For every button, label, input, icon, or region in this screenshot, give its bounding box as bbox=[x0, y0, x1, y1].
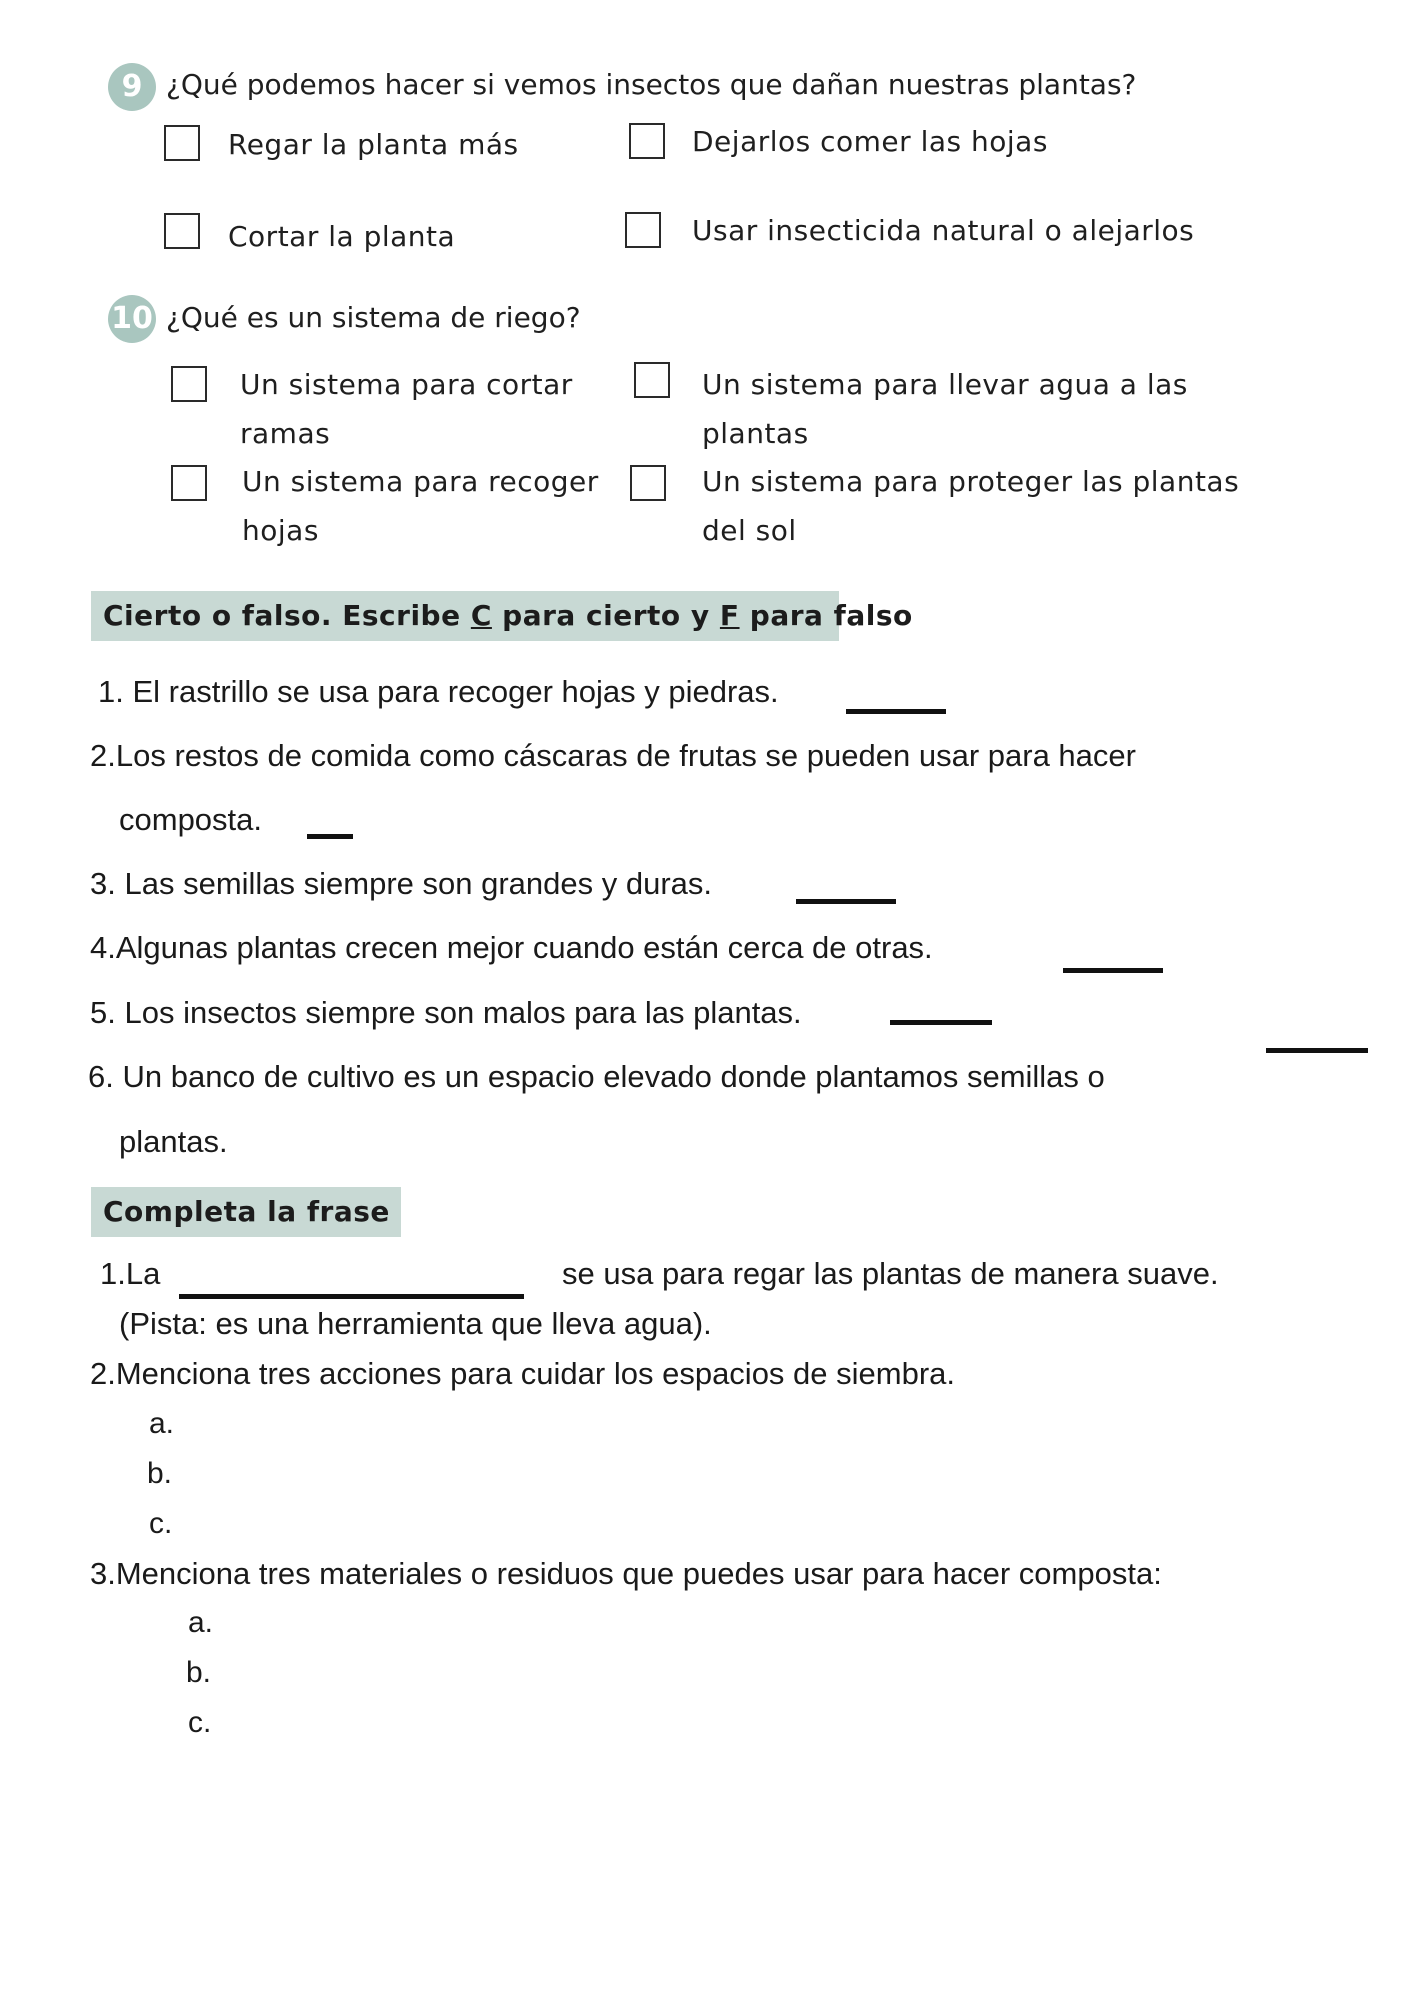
tf-item-2 bbox=[90, 738, 1136, 774]
q10-option-2-checkbox[interactable] bbox=[634, 362, 670, 398]
tf-item-4-number: 4. bbox=[90, 930, 116, 965]
tf-item-6-answer-blank[interactable] bbox=[1266, 1048, 1368, 1053]
tf-item-6-number: 6. bbox=[88, 1059, 114, 1094]
q9-option-3-label: Cortar la planta bbox=[228, 220, 456, 253]
question-9-text: ¿Qué podemos hacer si vemos insectos que dañan nuestras plantas? bbox=[166, 68, 1137, 101]
complete-item-2-letter-b: b. bbox=[147, 1457, 173, 1490]
q10-option-1-checkbox[interactable] bbox=[171, 366, 207, 402]
q9-option-1-label: Regar la planta más bbox=[228, 128, 519, 161]
tf-item-3-text: Las semillas siempre son grandes y duras. bbox=[124, 866, 713, 901]
tf-item-1-number: 1. bbox=[98, 674, 124, 709]
q9-option-1-checkbox[interactable] bbox=[164, 125, 200, 161]
q10-option-1-line-2: ramas bbox=[240, 417, 331, 450]
complete-item-3-letter-c: c. bbox=[188, 1706, 212, 1739]
q10-option-2-line-1: Un sistema para llevar agua a las bbox=[702, 368, 1188, 401]
q10-option-4-line-2: del sol bbox=[702, 514, 797, 547]
heading-f-letter: F bbox=[719, 599, 740, 632]
tf-item-2-line-2: composta. bbox=[119, 802, 263, 837]
q9-option-2-checkbox[interactable] bbox=[629, 123, 665, 159]
q10-option-1-label bbox=[240, 360, 573, 458]
complete-item-1-hint: (Pista: es una herramienta que lleva agua). bbox=[119, 1306, 712, 1341]
complete-item-3-letter-a: a. bbox=[188, 1606, 214, 1639]
complete-item-2-number: 2. bbox=[90, 1356, 116, 1391]
tf-item-4 bbox=[90, 930, 933, 966]
q9-option-4-label: Usar insecticida natural o alejarlos bbox=[692, 214, 1195, 247]
complete-item-1-answer-blank[interactable] bbox=[179, 1294, 524, 1299]
tf-item-2-text: Los restos de comida como cáscaras de frutas se pueden usar para hacer bbox=[115, 738, 1136, 773]
tf-item-1-text: El rastrillo se usa para recoger hojas y piedras. bbox=[132, 674, 779, 709]
complete-item-1-before-text: La bbox=[125, 1256, 161, 1291]
q10-option-3-checkbox[interactable] bbox=[171, 465, 207, 501]
tf-item-3-number: 3. bbox=[90, 866, 116, 901]
q10-option-2-label bbox=[702, 360, 1188, 458]
tf-item-3 bbox=[90, 866, 712, 902]
tf-item-6-line-2: plantas. bbox=[119, 1124, 228, 1159]
question-10-text: ¿Qué es un sistema de riego? bbox=[166, 301, 581, 334]
tf-item-3-answer-blank[interactable] bbox=[796, 899, 896, 904]
complete-item-3 bbox=[90, 1556, 1162, 1592]
tf-item-1 bbox=[98, 674, 779, 710]
q10-option-4-line-1: Un sistema para proteger las plantas bbox=[702, 465, 1240, 498]
complete-item-2-text: Menciona tres acciones para cuidar los espacios de siembra. bbox=[115, 1356, 956, 1391]
heading-c-letter: C bbox=[470, 599, 492, 632]
tf-item-1-answer-blank[interactable] bbox=[846, 709, 946, 714]
tf-item-2-number: 2. bbox=[90, 738, 116, 773]
q10-option-1-line-1: Un sistema para cortar bbox=[240, 368, 573, 401]
heading-mid: para cierto y bbox=[491, 599, 720, 632]
heading-suffix: para falso bbox=[739, 599, 913, 632]
q10-option-4-checkbox[interactable] bbox=[630, 465, 666, 501]
tf-item-5-answer-blank[interactable] bbox=[890, 1020, 992, 1025]
tf-item-4-text: Algunas plantas crecen mejor cuando están cerca de otras. bbox=[115, 930, 933, 965]
complete-sentence-section-heading: Completa la frase bbox=[91, 1187, 401, 1237]
tf-item-6-text: Un banco de cultivo es un espacio elevado donde plantamos semillas o bbox=[122, 1059, 1105, 1094]
tf-item-5-number: 5. bbox=[90, 995, 116, 1030]
complete-item-2 bbox=[90, 1356, 955, 1392]
complete-item-1-number: 1. bbox=[100, 1256, 126, 1291]
question-9-number-badge: 9 bbox=[108, 63, 156, 111]
complete-item-3-text: Menciona tres materiales o residuos que puedes usar para hacer composta: bbox=[115, 1556, 1162, 1591]
q10-option-4-label bbox=[702, 457, 1239, 555]
true-false-section-heading bbox=[91, 591, 913, 641]
tf-item-4-answer-blank[interactable] bbox=[1063, 968, 1163, 973]
tf-item-5-text: Los insectos siempre son malos para las plantas. bbox=[124, 995, 802, 1030]
q10-option-3-label bbox=[242, 457, 599, 555]
complete-item-1-after-text: se usa para regar las plantas de manera suave. bbox=[562, 1256, 1219, 1291]
tf-item-6 bbox=[88, 1059, 1105, 1095]
q10-option-3-line-1: Un sistema para recoger bbox=[242, 465, 599, 498]
complete-item-3-letter-b: b. bbox=[186, 1656, 212, 1689]
complete-item-2-letter-c: c. bbox=[149, 1507, 173, 1540]
q10-option-3-line-2: hojas bbox=[242, 514, 319, 547]
tf-item-5 bbox=[90, 995, 802, 1031]
q9-option-3-checkbox[interactable] bbox=[164, 213, 200, 249]
heading-prefix: Cierto o falso. Escribe bbox=[103, 599, 471, 632]
complete-item-3-number: 3. bbox=[90, 1556, 116, 1591]
q9-option-2-label: Dejarlos comer las hojas bbox=[692, 125, 1048, 158]
q9-option-4-checkbox[interactable] bbox=[625, 212, 661, 248]
q10-option-2-line-2: plantas bbox=[702, 417, 809, 450]
complete-item-1 bbox=[100, 1256, 160, 1292]
tf-item-2-answer-blank[interactable] bbox=[307, 834, 353, 839]
question-10-number-badge: 10 bbox=[108, 295, 156, 343]
complete-item-2-letter-a: a. bbox=[149, 1407, 175, 1440]
